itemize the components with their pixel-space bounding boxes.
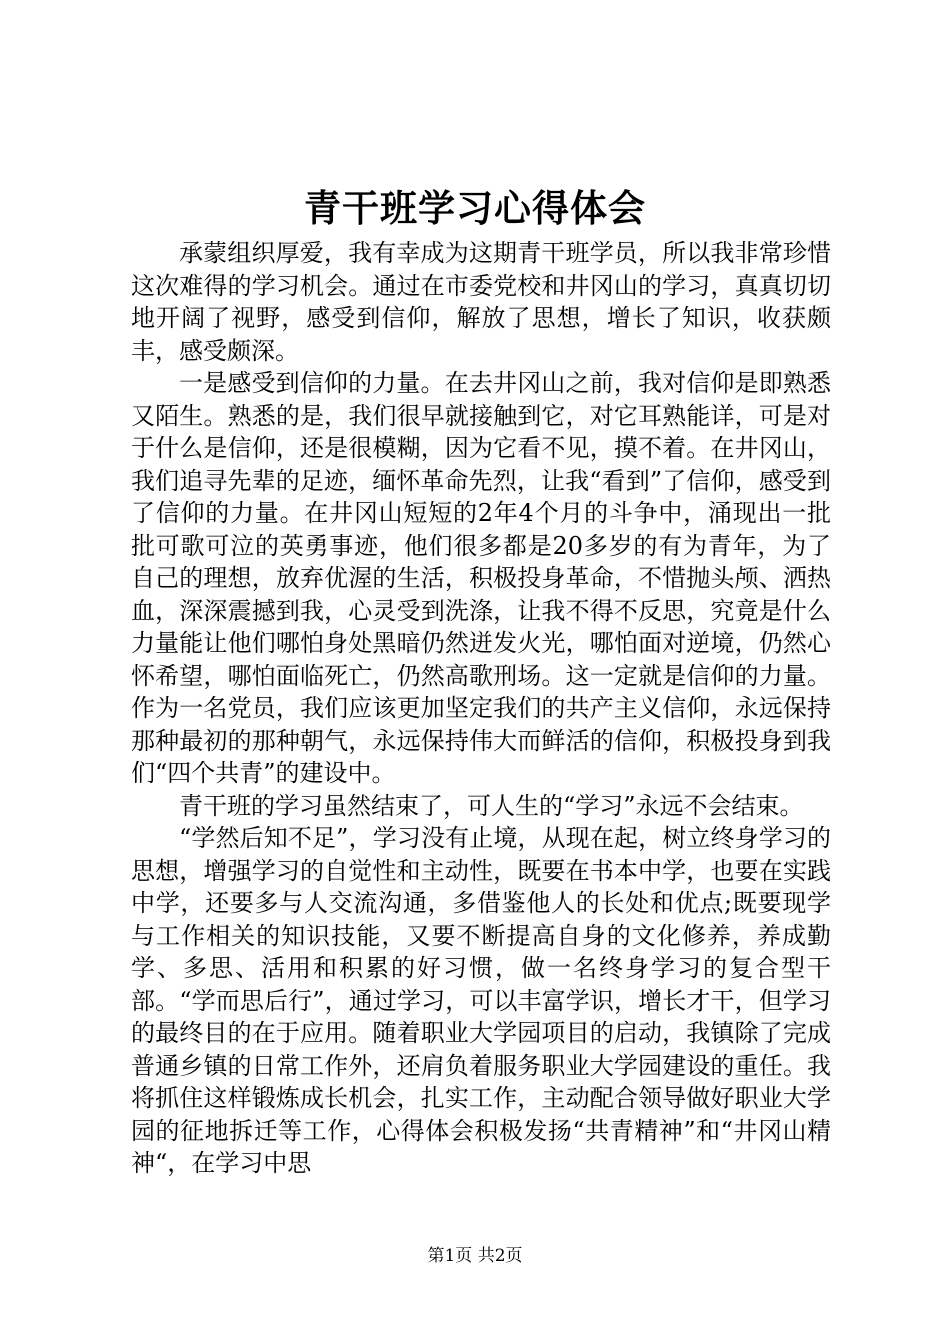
- document-title: 青干班学习心得体会: [304, 186, 646, 230]
- paragraph: 青干班的学习虽然结束了，可人生的“学习”永远不会结束。: [179, 791, 804, 820]
- document-body: [131, 237, 831, 1180]
- page-number-footer: 第1页 共2页: [427, 1246, 523, 1266]
- paragraph: 一是感受到信仰的力量。在去井冈山之前，我对信仰是即熟悉又陌生。熟悉的是，我们很早就接触到它，对它耳熟能详，可是对于什么是信仰，还是很模糊，因为它看不见，摸不着。在井冈山，我们追寻先辈的足迹，缅怀革命先烈，让我“看到”了信仰，感受到了信仰的力量。在井冈山短短的2年4个月的斗争中，涌现出一批批可歌可泣的英勇事迹，他们很多都是20多岁的有为青年，为了自己的理想，放弃优渥的生活，积极投身革命，不惜抛头颅、洒热血，深深震撼到我，心灵受到洗涤，让我不得不反思，究竟是什么力量能让他们哪怕身处黑暗仍然迸发火光，哪怕面对逆境，仍然心怀希望，哪怕面临死亡，仍然高歌刑场。这一定就是信仰的力量。作为一名党员，我们应该更加坚定我们的共产主义信仰，永远保持那种最初的那种朝气，永远保持伟大而鲜活的信仰，积极投身到我们“四个共青”的建设中。: [131, 369, 831, 787]
- paragraph: “学然后知不足”，学习没有止境，从现在起，树立终身学习的思想，增强学习的自觉性和主动性，既要在书本中学，也要在实践中学，还要多与人交流沟通，多借鉴他人的长处和优点;既要现学与工作相关的知识技能，又要不断提高自身的文化修养，养成勤学、多思、活用和积累的好习惯，做一名终身学习的复合型干部。“学而思后行”，通过学习，可以丰富学识，增长才干，但学习的最终目的在于应用。随着职业大学园项目的启动，我镇除了完成普通乡镇的日常工作外，还肩负着服务职业大学园建设的重任。我将抓住这样锻炼成长机会，扎实工作，主动配合领导做好职业大学园的征地拆迁等工作，心得体会积极发扬“共青精神”和“井冈山精神“，在学习中思: [131, 824, 831, 1177]
- paragraph: 承蒙组织厚爱，我有幸成为这期青干班学员，所以我非常珍惜这次难得的学习机会。通过在市委党校和井冈山的学习，真真切切地开阔了视野，感受到信仰，解放了思想，增长了知识，收获颇丰，感受颇深。: [131, 239, 831, 365]
